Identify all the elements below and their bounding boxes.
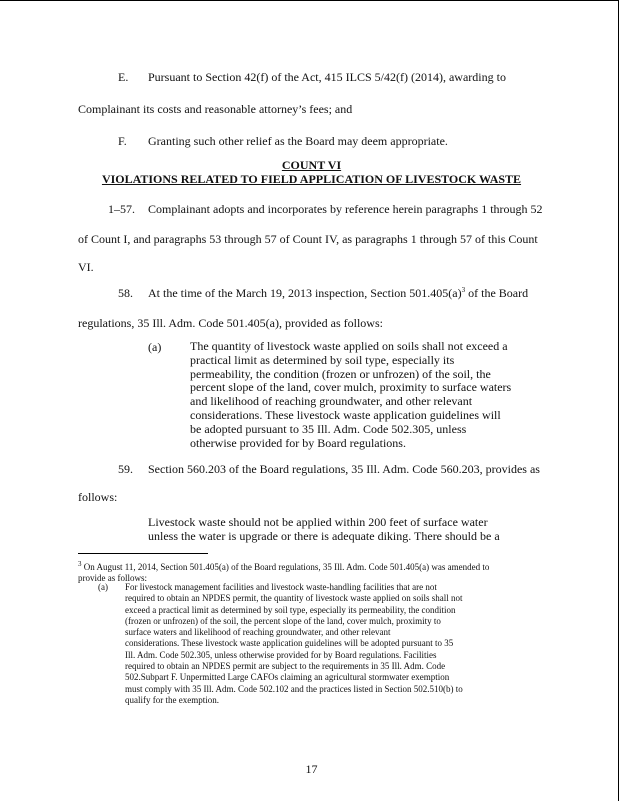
footnote-line: considerations. These livestock waste application guidelines will be adopted pursuant to 35 xyxy=(125,638,454,649)
para-59-number: 59. xyxy=(118,462,133,476)
quote-a-line: The quantity of livestock waste applied on soils shall not exceed a xyxy=(190,339,508,353)
footnote-body xyxy=(125,582,565,706)
para-157-number: 1–57. xyxy=(108,202,135,216)
footnote-line: For livestock management facilities and livestock waste-handling facilities that are not xyxy=(125,582,437,592)
page-number: 17 xyxy=(305,762,318,776)
item-f-text: Granting such other relief as the Board may deem appropriate. xyxy=(148,134,448,148)
footnote-line: surface waters and likelihood of reaching groundwater, and other relevant xyxy=(125,627,391,638)
footnote-line: 502.Subpart F. Unpermitted Large CAFOs claiming an agricultural stormwater exemption xyxy=(125,672,450,683)
footnote-line: Ill. Adm. Code 502.305, unless otherwise provided for by Board regulations. Facilities xyxy=(125,649,437,660)
para-58-line1 xyxy=(148,286,528,301)
quote-a-text xyxy=(190,340,520,450)
footnote-label: (a) xyxy=(98,582,108,592)
footnote-line: required to obtain an NPDES permit are subject to the requirements in 35 Ill. Adm. Code xyxy=(125,661,446,672)
quote-a-line: permeability, the condition (frozen or unfrozen) of the soil, the xyxy=(190,366,491,381)
footnote-line: required to obtain an NPDES permit, the quantity of livestock waste applied on soils shall not xyxy=(125,593,463,604)
para-58-line2: regulations, 35 Ill. Adm. Code 501.405(a), provided as follows: xyxy=(78,316,383,330)
para-58-line1-b: of the Board xyxy=(465,286,529,300)
para-58-line1-a: At the time of the March 19, 2013 inspection, Section 501.405(a) xyxy=(148,286,462,300)
quote-b-line: Livestock waste should not be applied within 200 feet of surface water xyxy=(148,515,488,529)
para-59-line1: Section 560.203 of the Board regulations, 35 Ill. Adm. Code 560.203, provides as xyxy=(148,462,540,476)
footnote-intro-line2: provide as follows: xyxy=(78,573,147,584)
item-e-line1: Pursuant to Section 42(f) of the Act, 415 ILCS 5/42(f) (2014), awarding to xyxy=(148,70,506,84)
quote-a-line: considerations. These livestock waste application guidelines will xyxy=(190,407,501,422)
footnote-ref: 3 xyxy=(461,286,466,294)
quote-a-line: percent slope of the land, cover mulch, proximity to surface waters xyxy=(190,380,512,395)
count-title: VIOLATIONS RELATED TO FIELD APPLICATION OF LIVESTOCK WASTE xyxy=(101,172,522,186)
item-e-line2: Complainant its costs and reasonable attorney’s fees; and xyxy=(78,102,353,116)
footnote-marker: 3 xyxy=(78,560,82,568)
quote-a-label: (a) xyxy=(148,340,162,354)
footnote-line: qualify for the exemption. xyxy=(125,694,219,705)
item-f-letter: F. xyxy=(118,134,127,148)
count-heading: COUNT VI xyxy=(281,158,342,172)
para-157-line3: VI. xyxy=(78,260,94,274)
footnote-line: exceed a practical limit as determined by soil type, especially its permeability, the condition xyxy=(125,604,456,615)
quote-b-line: unless the water is upgrade or there is adequate diking. There should be a xyxy=(148,528,500,543)
para-59-line2: follows: xyxy=(78,490,118,504)
footnote-line: must comply with 35 Ill. Adm. Code 502.102 and the practices listed in Section 502.510(b) to xyxy=(125,683,463,694)
quote-b-text xyxy=(148,516,528,544)
para-157-line1: Complainant adopts and incorporates by reference herein paragraphs 1 through 52 xyxy=(148,202,543,216)
item-e-letter: E. xyxy=(118,70,129,84)
footnote-intro-line1: On August 11, 2014, Section 501.405(a) of the Board regulations, 35 Ill. Adm. Code 501.405(a) was amended to xyxy=(81,562,490,572)
quote-a-line: practical limit as determined by soil type, especially its xyxy=(190,352,455,367)
footnote-intro xyxy=(78,559,578,585)
footnote-line: (frozen or unfrozen) of the soil, the percent slope of the land, cover mulch, proximity to xyxy=(125,615,441,626)
quote-a-line: and likelihood of reaching groundwater, and other relevant xyxy=(190,394,473,409)
quote-a-line: otherwise provided for by Board regulations. xyxy=(190,435,406,450)
footnote-rule xyxy=(78,553,208,554)
para-157-line2: of Count I, and paragraphs 53 through 57 of Count IV, as paragraphs 1 through 57 of this Count xyxy=(78,232,538,246)
para-58-number: 58. xyxy=(118,286,133,300)
quote-a-line: be adopted pursuant to 35 Ill. Adm. Code 502.305, unless xyxy=(190,421,467,436)
